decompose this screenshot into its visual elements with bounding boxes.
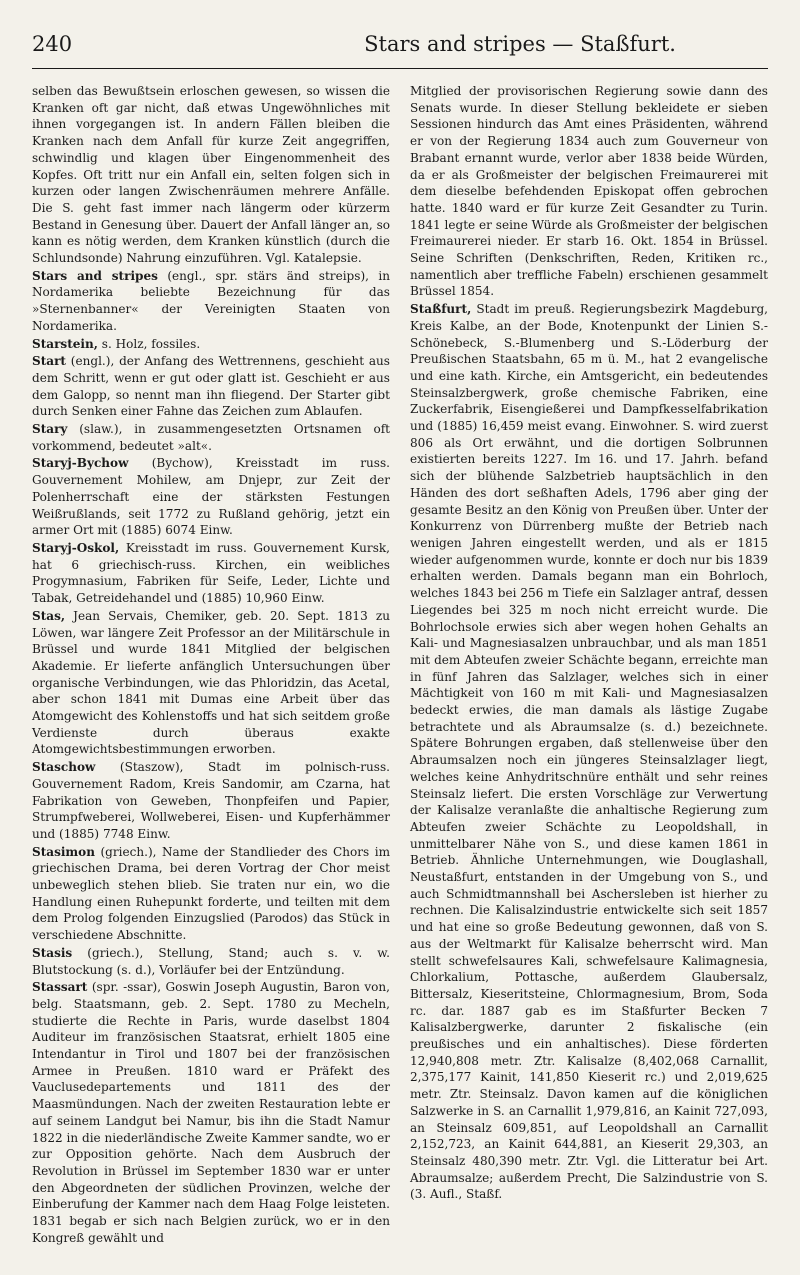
right-column — [410, 83, 768, 1248]
entry-continuation — [32, 83, 390, 267]
entry-text: (griech.), Stellung, Stand; auch s. v. w. Blutstockung (s. d.), Vorläufer bei der Entzündung. — [32, 945, 390, 977]
entry-continuation — [410, 83, 768, 300]
entry-headword: Stassart — [32, 980, 88, 995]
entry-text: (engl.), der Anfang des Wettrennens, geschieht aus dem Schritt, wenn er gut oder glatt ist. Geschieht er aus dem Galopp, so nennt man ihn fliegend. Der Starter gibt durch Senken einer Fahne das Zeichen zum Ablaufen. — [32, 354, 390, 419]
entry-headword: Staschow — [32, 760, 96, 775]
text-columns — [32, 83, 768, 1248]
entry-text: (engl., spr. stärs änd streips), in Nordamerika beliebte Bezeichnung für das »Sternenbanner« der Vereinigten Staaten von Nordamerika. — [32, 268, 391, 333]
dictionary-entry — [32, 540, 390, 607]
entry-headword: Stasis — [32, 945, 73, 960]
entry-headword: Staßfurt, — [410, 302, 472, 317]
entry-text: (slaw.), in zusammengesetzten Ortsnamen oft vorkommend, bedeutet »alt«. — [32, 422, 390, 453]
entry-headword: Staryj-Bychow — [32, 456, 129, 471]
entry-text: Jean Servais, Chemiker, geb. 20. Sept. 1813 zu Löwen, war längere Zeit Professor an der Militärschule in Brüssel und wurde 1841 Mitglied der belgischen Akademie. Er lieferte anfänglich Untersuchungen über organische Verbindungen, wie das Phloridzin, das Acetal, aber schon 1841 mit Dumas eine Arbeit über das Atomgewicht des Kohlenstoffs und hat sich seitdem große Verdienste durch überaus exakte Atomgewichtsbestimmungen erworben. — [32, 608, 390, 757]
entry-text: (spr. -ssar), Goswin Joseph Augustin, Baron von, belg. Staatsmann, geb. 2. Sept. 1780 zu Mecheln, studierte die Rechte in Paris, wurde daselbst 1804 Auditeur im französischen Staatsrat, erhielt 1805 eine Intendantur in Tirol und 1807 bei der französischen Armee in Preußen. 1810 ward er Präfekt des Vauclusedepartements und 1811 des der Maasmündungen. Nach der zweiten Restauration lebte er auf seinem Landgut bei Namur, bis ihn die Stadt Namur 1822 in die niederländische Zweite Kammer sandte, wo er zur Opposition gehörte. Nach dem Ausbruch der Revolution in Brüssel im September 1830 war er unter den Abgeordneten der südlichen Provinzen, welche der Einberufung der Kammer nach dem Haag Folge leisteten. 1831 begab er sich nach Belgien zurück, wo er in den Kongreß gewählt und — [32, 980, 390, 1245]
entry-headword: Stas, — [32, 608, 66, 623]
running-head: Stars and stripes — Staßfurt. — [364, 32, 676, 56]
entry-text: (Staszow), Stadt im polnisch-russ. Gouvernement Radom, Kreis Sandomir, am Czarna, hat Fabrikation von Geweben, Thonpfeifen und Papier, Strumpfweberei, Wollweberei, Eisen- und Kupferhämmer und (1885) 7748 Einw. — [32, 760, 390, 841]
dictionary-entry — [32, 421, 390, 454]
dictionary-entry — [32, 455, 390, 539]
entry-headword: Stary — [32, 422, 68, 437]
dictionary-entry — [32, 844, 390, 944]
dictionary-entry — [32, 759, 390, 843]
entry-text: s. Holz, fossiles. — [97, 336, 201, 351]
entry-headword: Stasimon — [32, 844, 95, 859]
entry-headword: Start — [32, 354, 66, 369]
page-header — [32, 32, 768, 69]
dictionary-entry — [32, 336, 390, 353]
dictionary-entry — [32, 268, 390, 335]
entry-headword: Staryj-Oskol, — [32, 540, 120, 555]
dictionary-entry — [410, 301, 768, 1203]
dictionary-entry — [32, 608, 390, 758]
dictionary-entry — [32, 945, 390, 978]
entry-text: Kreisstadt im russ. Gouvernement Kursk, hat 6 griechisch-russ. Kirchen, ein weibliches Progymnasium, Fabriken für Seife, Leder, Lichte und Tabak, Getreidehandel und (1885) 10,960 Einw. — [32, 540, 390, 606]
dictionary-entry — [32, 979, 390, 1246]
entry-text: selben das Bewußtsein erloschen gewesen, so wissen die Kranken oft gar nicht, daß etwas Ungewöhnliches mit ihnen vorgegangen ist. In andern Fällen bleiben die Kranken nach dem Anfall für kurze Zeit angegriffen, schwindlig und klagen über Eingenommenheit des Kopfes. Oft tritt nur ein Anfall ein, selten folgen sich in kurzen oder langen Zwischenräumen mehrere Anfälle. Die S. geht fast immer nach längerm oder kürzerm Bestand in Genesung über. Dauert der Anfall länger an, so kann es nötig werden, dem Kranken künstlich (durch die Schlundsonde) Nahrung einzuführen. Vgl. Katalepsie. — [32, 84, 390, 266]
left-column — [32, 83, 390, 1248]
entry-text: (Bychow), Kreisstadt im russ. Gouvernement Mohilew, am Dnjepr, zur Zeit der Polenherrschaft eine der stärksten Festungen Weißrußlands, seit 1772 zu Rußland gehörig, jetzt ein armer Ort mit (1885) 6074 Einw. — [32, 456, 390, 538]
entry-headword: Starstein, — [32, 336, 98, 351]
dictionary-entry — [32, 353, 390, 420]
page-number: 240 — [32, 32, 73, 56]
entry-text: (griech.), Name der Standlieder des Chors im griechischen Drama, bei deren Vortrag der Chor meist unbeweglich stehen blieb. Sie traten nur ein, wo die Handlung einen Ruhepunkt forderte, und teilten mit dem dem Prolog folgenden Einzugslied (Parodos) das Stück in verschiedene Abschnitte. — [32, 844, 390, 943]
entry-text: Stadt im preuß. Regierungsbezirk Magdeburg, Kreis Kalbe, an der Bode, Knotenpunkt der Linien S.-Schönebeck, S.-Blumenberg und S.-Löderburg der Preußischen Staatsbahn, 65 m ü. M., hat 2 evangelische und eine kath. Kirche, ein Amtsgericht, ein bedeutendes Steinsalzbergwerk, große chemische Fabriken, eine Zuckerfabrik, Eisengießerei und Dampfkesselfabrikation und (1885) 16,459 meist evang. Einwohner. S. wird zuerst 806 als Ort erwähnt, und die dortigen Solbrunnen existierten bereits 1227. Im 16. und 17. Jahrh. befand sich der blühende Salzbetrieb hauptsächlich in den Händen des dort seßhaften Adels, 1796 aber ging der gesamte Besitz an den König von Preußen über. Unter der Konkurrenz von Dürrenberg mußte der Betrieb nach wenigen Jahren eingestellt werden, und als er 1815 wieder aufgenommen wurde, konnte er doch nur bis 1839 erhalten werden. Damals begann man ein Bohrloch, welches 1843 bei 256 m Tiefe ein Salzlager antraf, dessen Liegendes bei 325 m noch nicht erreicht wurde. Die Bohrlochsole erwies sich aber wegen hohen Gehalts an Kali- und Magnesiasalzen unbrauchbar, und als man 1851 mit dem Abteufen zweier Schächte begann, erreichte man in fünf Jahren das Salzlager, welches sich in einer Mächtigkeit von 160 m mit Kali- und Magnesiasalzen bedeckt erwies, die man damals als lästige Zugabe betrachtete und als Abraumsalze (s. d.) bezeichnete. Spätere Bohrungen ergaben, daß stellenweise über den Abraumsalzen noch ein jüngeres Steinsalzlager liegt, welches keine Anhydritschnüre enthält und sehr reines Steinsalz liefert. Die ersten Vorschläge zur Verwertung der Kalisalze veranlaßte die anhaltische Regierung zum Abteufen zweier Schächte zu Leopoldshall, in unmittelbarer Nähe von S., und diese kamen 1861 in Betrieb. Ähnliche Unternehmungen, wie Douglashall, Neustaßfurt, entstanden in der Umgebung von S., und auch Schmidtmannshall bei Aschersleben ist hierher zu rechnen. Die Kalisalzindustrie entwickelte sich seit 1857 und hat eine so große Bedeutung gewonnen, daß von S. aus der Weltmarkt für Kalisalze beherrscht wird. Man stellt schwefelsaures Kali, schwefelsaure Kalimagnesia, Chlorkalium, Pottasche, außerdem Glaubersalz, Bittersalz, Kieseritsteine, Chlormagnesium, Brom, Soda rc. dar. 1887 gab es im Staßfurter Becken 7 Kalisalzbergwerke, darunter 2 fiskalische (ein preußisches und ein anhaltisches). Diese förderten 12,940,808 metr. Ztr. Kalisalze (8,402,068 Carnallit, 2,375,177 Kainit, 141,850 Kieserit rc.) und 2,019,625 metr. Ztr. Steinsalz. Davon kamen auf die königlichen Salzwerke in S. an Carnallit 1,979,816, an Kainit 727,093, an Steinsalz 609,851, auf Leopoldshall an Carnallit 2,152,723, an Kainit 644,881, an Kieserit 29,303, an Steinsalz 480,390 metr. Ztr. Vgl. die Litteratur bei Art. Abraumsalze; außerdem Precht, Die Salzindustrie von S. (3. Aufl., Staßf. — [410, 302, 768, 1202]
entry-headword: Stars and stripes — [32, 268, 158, 283]
entry-text: Mitglied der provisorischen Regierung sowie dann des Senats wurde. In dieser Stellung bekleidete er sieben Sessionen hindurch das Amt eines Präsidenten, während er von der Regierung 1834 auch zum Gouverneur von Brabant ernannt wurde, verlor aber 1838 beide Würden, da er als Großmeister der belgischen Freimaurerei mit dem dieselbe befehdenden Episkopat offen gebrochen hatte. 1840 ward er für kurze Zeit Gesandter zu Turin. 1841 legte er seine Würde als Großmeister der belgischen Freimaurerei nieder. Er starb 16. Okt. 1854 in Brüssel. Seine Schriften (Denkschriften, Reden, Kritiken rc., namentlich aber treffliche Fabeln) erschienen gesammelt Brüssel 1854. — [410, 84, 768, 299]
